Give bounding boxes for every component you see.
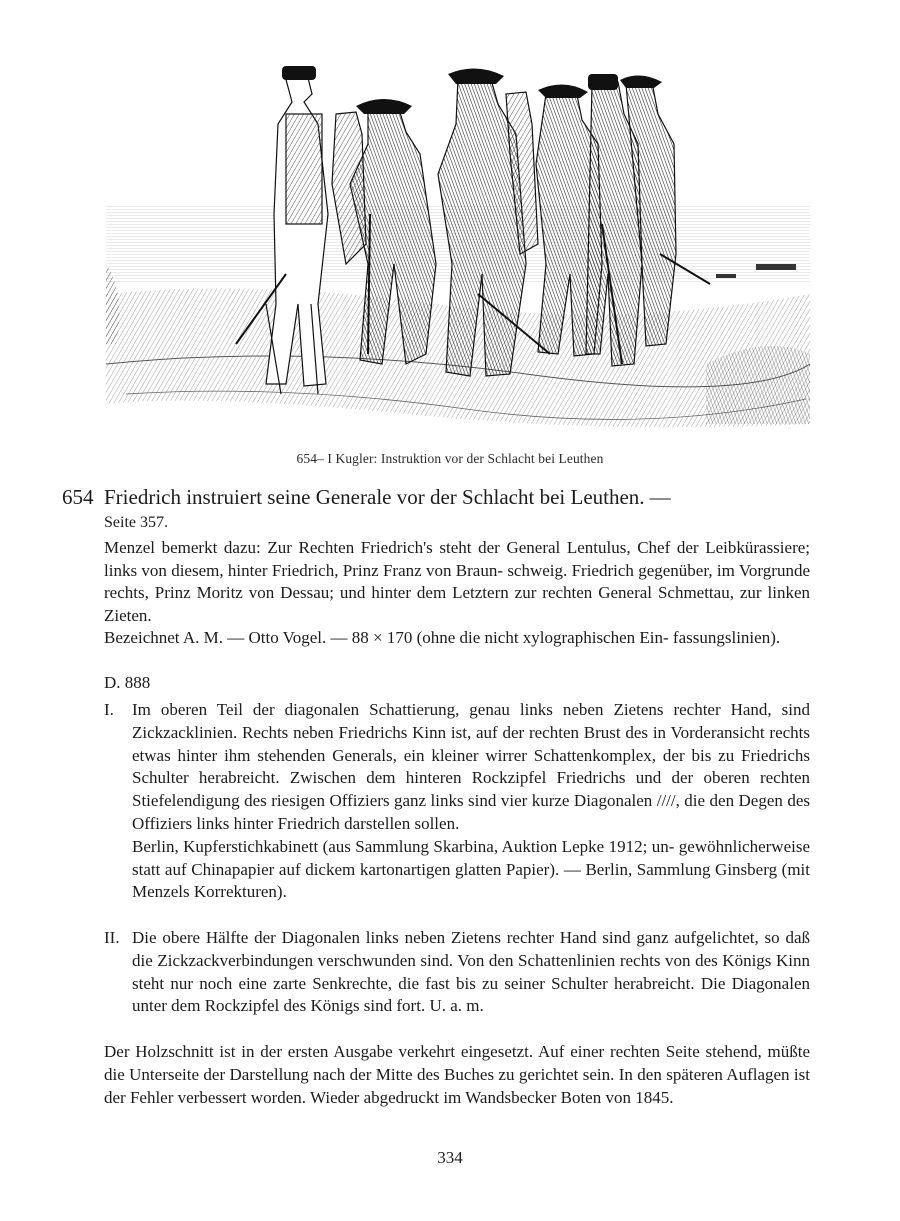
engraving-officers-group: [106, 64, 810, 444]
state-mark: II.: [104, 928, 120, 947]
entry-title: Friedrich instruiert seine Generale vor der Schlacht bei Leuthen. —: [104, 485, 671, 509]
final-note: Der Holzschnitt ist in der ersten Ausgabe verkehrt eingesetzt. Auf einer rechten Seite stehend, müßte die Unterseite der Darstellung nach der Mitte des Buches zu gerichtet sein. In den späteren Auflagen ist der Fehler verbessert worden. Wieder abgedruckt im Wandsbecker Boten von 1845.: [104, 1042, 810, 1107]
state-collections: Berlin, Kupferstichkabinett (aus Sammlung Skarbina, Auktion Lepke 1912; un- gewöhnlicherweise statt auf Chinapapier auf dickem kartonartigen glatten Papier). — Berlin, Sammlung Ginsberg (mit Menzels Korrekturen).: [132, 836, 810, 902]
entry-marking: Bezeichnet A. M. — Otto Vogel. — 88 × 170 (ohne die nicht xylographischen Ein- fassungslinien).: [104, 628, 781, 647]
figure-caption: 654– I Kugler: Instruktion vor der Schlacht bei Leuthen: [296, 451, 604, 466]
state-text: Die obere Hälfte der Diagonalen links neben Zietens rechter Hand sind ganz aufgelichtet, so daß die Zickzackverbindungen verschwunden sind. Von den Schattenlinien rechts von des Königs Kinn steht nur noch eine zarte Senkrechte, die fast bis zu seiner Schulter herabreicht. Die Diagonalen unter dem Rockzipfel des Königs sind fort. U. a. m.: [132, 928, 810, 1016]
state-mark: I.: [104, 700, 114, 719]
entry-page-reference: Seite 357.: [104, 514, 168, 531]
engraving-illustration: [106, 64, 810, 444]
catalog-reference: D. 888: [104, 673, 151, 692]
page-number: 334: [437, 1148, 463, 1167]
entry-description: Menzel bemerkt dazu: Zur Rechten Friedrich's steht der General Lentulus, Chef der Leibkürassiere; links von diesem, hinter Friedrich, Prinz Franz von Braun- schweig. Friedrich gegenüber, im Vorgrunde rechts, Prinz Moritz von Dessau; und hinter dem Letztern zur rechten General Schmettau, zur linken Zieten.: [104, 538, 810, 625]
state-text: Im oberen Teil der diagonalen Schattierung, genau links neben Zietens rechter Hand, sind Zickzacklinien. Rechts neben Friedrichs Kinn ist, auf der rechten Brust des in Vorderansicht rechts etwas hinter ihm stehenden Generals, ein kleiner wirrer Schattenkomplex, der bis zu Friedrichs Schulter herabreicht. Zwischen dem hinteren Rockzipfel Friedrichs und der oberen rechten Stiefelendigung des riesigen Offiziers ganz links sind vier kurze Diagonalen ////, die den Degen des Offiziers links hinter Friedrich darstellen sollen.: [132, 700, 810, 833]
entry-heading: [62, 484, 842, 511]
state-I: [104, 699, 810, 904]
entry-number: 654: [62, 485, 94, 509]
state-II: [104, 927, 810, 1018]
